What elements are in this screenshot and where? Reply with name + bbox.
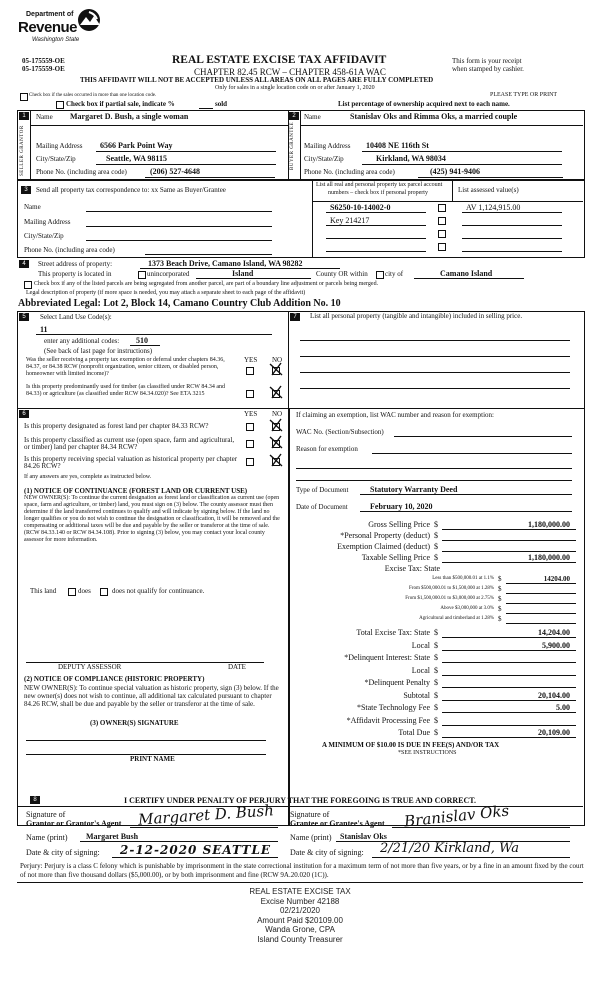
stamp-line: 02/21/2020 bbox=[279, 906, 321, 915]
seller-name-value[interactable]: Margaret D. Bush, a single woman bbox=[70, 112, 189, 121]
section-number: 2 bbox=[289, 112, 299, 120]
abbreviated-legal[interactable]: Abbreviated Legal: Lot 2, Block 14, Camano Country Club Addition No. 10 bbox=[18, 298, 341, 309]
doc-type-value[interactable]: Statutory Warranty Deed bbox=[370, 485, 458, 494]
form-chapter: CHAPTER 82.45 RCW – CHAPTER 458-61A WAC bbox=[194, 67, 386, 77]
yes-checkbox[interactable] bbox=[246, 440, 254, 448]
tax-label: Exemption Claimed (deduct) bbox=[337, 542, 430, 551]
bracket-label: Above $3,000,000 at 3.0% bbox=[440, 606, 494, 611]
buyer-phone-label: Phone No. (including area code) bbox=[304, 168, 395, 176]
question-historical: Is this property receiving special valuation as historical property per chapter 84.26 RCW? bbox=[24, 455, 238, 470]
street-label: Street address of property: bbox=[38, 260, 113, 268]
signature-label: Signature of bbox=[290, 810, 330, 819]
bracket-label: From $500,000.01 to $1,500,000 at 1.28% bbox=[409, 586, 494, 591]
unincorporated-checkbox[interactable] bbox=[138, 271, 146, 279]
total-value[interactable]: 20,104.00 bbox=[538, 690, 570, 700]
wac-label: WAC No. (Section/Subsection) bbox=[296, 428, 384, 436]
located-label: This property is located in bbox=[38, 270, 112, 278]
city-of-label: city of bbox=[385, 270, 404, 278]
check-x-icon bbox=[269, 453, 283, 467]
tax-row bbox=[296, 553, 576, 564]
additional-codes-value[interactable]: 510 bbox=[136, 336, 148, 345]
grantee-agent-label: Grantee or Grantee's Agent bbox=[290, 819, 385, 828]
total-row bbox=[296, 653, 576, 666]
yes-checkbox[interactable] bbox=[246, 367, 254, 375]
only-for-note: Only for sales in a single location code on or after January 1, 2020 bbox=[215, 85, 375, 91]
total-row bbox=[296, 678, 576, 691]
receipt-note: when stamped by cashier. bbox=[452, 65, 524, 73]
dollar-sign: $ bbox=[434, 703, 438, 712]
dollar-sign: $ bbox=[434, 728, 438, 737]
total-label: Local bbox=[411, 640, 430, 650]
doc-type-label: Type of Document bbox=[296, 486, 349, 494]
grantee-signature[interactable]: Branislav Oks bbox=[403, 801, 511, 831]
dollar-sign: $ bbox=[498, 605, 502, 613]
form-warning: THIS AFFIDAVIT WILL NOT BE ACCEPTED UNLESS ALL AREAS ON ALL PAGES ARE FULLY COMPLETED bbox=[80, 76, 434, 84]
doc-id: 05-175559-OE bbox=[22, 57, 65, 65]
tax-row bbox=[296, 542, 576, 553]
total-row bbox=[296, 666, 576, 679]
bracket-row bbox=[296, 595, 576, 605]
land-use-label: Select Land Use Code(s): bbox=[40, 313, 112, 321]
city-value[interactable]: Camano Island bbox=[440, 269, 493, 278]
dollar-sign: $ bbox=[434, 678, 438, 687]
section-number: 7 bbox=[290, 313, 300, 321]
notice2-title: (2) NOTICE OF COMPLIANCE (HISTORIC PROPERTY) bbox=[24, 675, 205, 683]
does-checkbox[interactable] bbox=[68, 588, 76, 596]
tax-label: Excise Tax: State bbox=[384, 564, 440, 573]
buyer-address-label: Mailing Address bbox=[304, 142, 351, 150]
segregate-checkbox[interactable] bbox=[24, 281, 32, 289]
total-value[interactable]: 5,900.00 bbox=[542, 640, 570, 650]
notice1-body: NEW OWNER(S): To continue the current designation as forest land or classification as current use (open space, farm and agriculture, or timber) land, you must sign on (3) below. The county assessor must then determine if the land transferred continues to qualify and will indicate by signing below. If the land no longer qualifies or you do not wish to continue the designation or classification, it will be removed and the compensating or additional taxes will be due and payable by the seller or transferor at the time of sale. (RCW 84.33.140 or RCW 84.34.108). Prior to signing (3) below, you may contact your local county assessor for more information. bbox=[24, 495, 280, 543]
additional-codes-label: enter any additional codes: bbox=[44, 337, 120, 345]
signature-label: Signature of bbox=[26, 810, 66, 819]
deputy-assessor-label: DEPUTY ASSESSOR bbox=[58, 663, 122, 671]
yes-head: YES bbox=[244, 356, 258, 364]
does-not-checkbox[interactable] bbox=[100, 588, 108, 596]
personal-property-checkbox[interactable] bbox=[438, 217, 446, 225]
bracket-label: Agricultural and timberland at 1.28% bbox=[419, 616, 494, 621]
question-exemption: Was the seller receiving a property tax exemption or deferral under chapters 84.36, 84.37, or 84.38 RCW (nonprofit organization, senior citizen, or disabled person, homeowner with limited income)? bbox=[26, 357, 225, 377]
total-value[interactable]: 14,204.00 bbox=[538, 628, 570, 637]
total-label: *Delinquent Interest: State bbox=[344, 653, 430, 662]
tax-totals bbox=[296, 628, 576, 741]
stamp-line: Wanda Grone, CPA bbox=[265, 925, 335, 934]
bracket-label: Less than $500,000.01 at 1.1% bbox=[432, 576, 494, 581]
dollar-sign: $ bbox=[434, 531, 438, 540]
seller-address-value[interactable]: 6566 Park Point Way bbox=[100, 141, 173, 150]
see-back-note: (See back of last page for instructions) bbox=[44, 347, 153, 355]
parcel-head: List all real and personal property tax parcel account bbox=[316, 182, 443, 188]
tax-label: Gross Selling Price bbox=[368, 520, 430, 529]
yes-head: YES bbox=[244, 410, 258, 418]
multi-location-label: Check box if the sales occurred in more than one location code. bbox=[29, 93, 157, 98]
unincorporated-label: unincorporated bbox=[147, 270, 190, 278]
seller-city-value[interactable]: Seattle, WA 98115 bbox=[106, 154, 167, 163]
logo-state: Washington State bbox=[32, 37, 80, 43]
section-number: 6 bbox=[19, 410, 29, 418]
buyer-city-value[interactable]: Kirkland, WA 98034 bbox=[376, 154, 446, 163]
parcel-number[interactable]: S6250-10-14002-0 bbox=[330, 203, 391, 212]
corr-name-label: Name bbox=[24, 203, 41, 211]
total-label: Total Due bbox=[398, 728, 430, 737]
print-name-label: PRINT NAME bbox=[130, 755, 175, 763]
bracket-row bbox=[296, 585, 576, 595]
assessed-value[interactable]: AV 1,124,915.00 bbox=[466, 203, 521, 212]
ownership-note: List percentage of ownership acquired next to each name. bbox=[338, 100, 510, 108]
question-timber: Is this property predominantly used for timber (as classified under RCW 84.34 and 84.33) or agriculture (as classified under RCW 84.34.020)? See ETA 3215 bbox=[26, 384, 226, 397]
tax-row bbox=[296, 531, 576, 542]
check-x-icon bbox=[269, 418, 283, 432]
name-print-label: Name (print) bbox=[26, 833, 68, 842]
partial-sale-label: Check box if partial sale, indicate % bbox=[66, 100, 175, 108]
mountain-logo-icon bbox=[76, 7, 102, 33]
treasurer-stamp bbox=[200, 887, 400, 944]
partial-sale-checkbox[interactable] bbox=[56, 101, 64, 109]
city-of-checkbox[interactable] bbox=[376, 271, 384, 279]
tax-value[interactable]: 1,180,000.00 bbox=[528, 520, 570, 529]
yes-checkbox[interactable] bbox=[246, 423, 254, 431]
dollar-sign: $ bbox=[434, 653, 438, 662]
dollar-sign: $ bbox=[434, 665, 438, 675]
total-label: Local bbox=[411, 665, 430, 675]
tax-brackets bbox=[296, 575, 576, 625]
seller-city-label: City/State/Zip bbox=[36, 155, 76, 163]
county-label: County OR within bbox=[316, 270, 368, 278]
dollar-sign: $ bbox=[434, 520, 438, 529]
total-value[interactable]: 5.00 bbox=[556, 703, 570, 712]
segregate-label: Check box if any of the listed parcels are being segregated from another parcel, are part of a boundary line adjustment or parcels being merged. bbox=[34, 281, 379, 287]
total-row bbox=[296, 641, 576, 654]
question-forest: Is this property designated as forest land per chapter 84.33 RCW? bbox=[24, 422, 209, 430]
bracket-value[interactable]: 14204.00 bbox=[543, 575, 570, 583]
tax-label: Taxable Selling Price bbox=[361, 553, 430, 562]
doc-date-label: Date of Document bbox=[296, 503, 348, 511]
seller-name-label: Name bbox=[36, 113, 53, 121]
section6-box bbox=[17, 408, 290, 829]
section-number: 5 bbox=[19, 313, 29, 321]
personal-property-text: List all personal property (tangible and intangible) included in selling price. bbox=[310, 312, 523, 320]
certify-text: I CERTIFY UNDER PENALTY OF PERJURY THAT THE FOREGOING IS TRUE AND CORRECT. bbox=[124, 796, 477, 805]
tax-value[interactable]: 1,180,000.00 bbox=[528, 553, 570, 562]
grantor-signature[interactable]: Margaret D. Bush bbox=[137, 801, 275, 829]
dollar-sign: $ bbox=[434, 690, 438, 700]
buyer-side-label: BUYER GRANTEE bbox=[290, 121, 295, 170]
multi-location-checkbox[interactable] bbox=[20, 93, 28, 101]
perjury-notice: Perjury: Perjury is a class C felony which is punishable by imprisonment in the state correctional institution for a maximum term of not more than five years, or by a fine in an amount fixed by the court of not more than five thousand dollars ($5,000.00), or by both imprisonment and fine (RCW 9A.20.020 (1C)). bbox=[20, 862, 584, 879]
stamp-line: Excise Number 42188 bbox=[260, 896, 340, 906]
dollar-sign: $ bbox=[434, 640, 438, 650]
total-value[interactable]: 20,109.00 bbox=[538, 728, 570, 737]
total-label: Total Excise Tax: State bbox=[356, 628, 430, 637]
bracket-label: From $1,500,000.01 to $3,000,000 at 2.75% bbox=[405, 596, 494, 601]
dollar-sign: $ bbox=[434, 628, 438, 637]
dollar-sign: $ bbox=[498, 615, 502, 623]
section-number: 4 bbox=[19, 260, 29, 268]
notice2-body: NEW OWNER(S): To continue special valuation as historic property, sign (3) below. If the new owner(s) does not wish to continue, all additional tax calculated pursuant to chapter 84.26 RCW, shall be due and payable by the seller or transferor at the time of sale. bbox=[24, 684, 279, 708]
receipt-note: This form is your receipt bbox=[452, 57, 522, 65]
total-row bbox=[296, 728, 576, 741]
stamp-line: Island County Treasurer bbox=[257, 934, 343, 944]
bracket-row bbox=[296, 605, 576, 615]
county-value[interactable]: Island bbox=[232, 269, 254, 278]
total-label: *Affidavit Processing Fee bbox=[346, 715, 430, 725]
form-title: REAL ESTATE EXCISE TAX AFFIDAVIT bbox=[172, 54, 387, 66]
buyer-city-label: City/State/Zip bbox=[304, 155, 344, 163]
correspondence-label: Send all property tax correspondence to: xx Same as Buyer/Grantee bbox=[36, 186, 226, 194]
sold-label: sold bbox=[215, 100, 228, 108]
this-land-label: This land bbox=[30, 587, 57, 595]
total-row bbox=[296, 703, 576, 716]
no-head: NO bbox=[272, 356, 283, 364]
yes-checkbox[interactable] bbox=[246, 458, 254, 466]
total-row bbox=[296, 628, 576, 641]
corr-address-label: Mailing Address bbox=[24, 218, 71, 226]
section-number: 3 bbox=[21, 186, 31, 194]
check-x-icon bbox=[269, 435, 283, 449]
no-head: NO bbox=[272, 410, 283, 418]
total-row bbox=[296, 691, 576, 704]
notice1-title: (1) NOTICE OF CONTINUANCE (FOREST LAND OR CURRENT USE) bbox=[24, 487, 248, 495]
dollar-sign: $ bbox=[434, 715, 438, 725]
question-current-use: Is this property classified as current use (open space, farm and agricultural, or timber) land per chapter 84.34 RCW? bbox=[24, 436, 235, 451]
grantee-print-name[interactable]: Stanislav Oks bbox=[340, 832, 387, 841]
parcel-head: numbers – check box if personal property bbox=[328, 190, 428, 196]
does-not-label: does not qualify for continuance. bbox=[112, 587, 205, 595]
grantor-date-city[interactable]: 2-12-2020 SEATTLE bbox=[120, 843, 272, 857]
tax-row bbox=[296, 564, 576, 575]
dollar-sign: $ bbox=[498, 575, 502, 583]
bracket-row bbox=[296, 615, 576, 625]
tax-main-rows bbox=[296, 520, 576, 575]
total-label: Subtotal bbox=[403, 690, 430, 700]
date-city-label: Date & city of signing: bbox=[290, 848, 364, 857]
bracket-row bbox=[296, 575, 576, 585]
corr-city-label: City/State/Zip bbox=[24, 232, 64, 240]
buyer-name-value[interactable]: Stanislav Oks and Rimma Oks, a married couple bbox=[350, 112, 518, 121]
grantor-print-name[interactable]: Margaret Bush bbox=[86, 832, 139, 841]
seller-side-label: SELLER GRANTOR bbox=[20, 125, 25, 176]
minimum-fee-note: A MINIMUM OF $10.00 IS DUE IN FEE(S) AND/OR TAX bbox=[322, 741, 500, 749]
personal-property-checkbox[interactable] bbox=[438, 230, 446, 238]
check-x-icon bbox=[269, 385, 283, 399]
dollar-sign: $ bbox=[498, 585, 502, 593]
grantee-date-city[interactable]: 2/21/20 Kirkland, Wa bbox=[380, 841, 520, 856]
corr-phone-label: Phone No. (including area code) bbox=[24, 246, 115, 254]
revenue-logo bbox=[18, 6, 108, 50]
assessed-value-head: List assessed value(s) bbox=[458, 186, 519, 194]
doc-id: 05-175559-OE bbox=[22, 65, 65, 73]
seller-phone-value[interactable]: (206) 527-4648 bbox=[150, 167, 200, 176]
street-value[interactable]: 1373 Beach Drive, Camano Island, WA 98282 bbox=[148, 259, 303, 268]
see-instructions-note: *SEE INSTRUCTIONS bbox=[398, 750, 457, 756]
buyer-address-value[interactable]: 10408 NE 116th St bbox=[366, 141, 429, 150]
exemption-head: If claiming an exemption, list WAC number and reason for exemption: bbox=[296, 411, 494, 419]
land-use-value[interactable]: 11 bbox=[40, 325, 48, 334]
personal-property-checkbox[interactable] bbox=[438, 243, 446, 251]
doc-date-value[interactable]: February 10, 2020 bbox=[370, 502, 433, 511]
buyer-name-label: Name bbox=[304, 113, 321, 121]
parcel-number[interactable]: Key 214217 bbox=[330, 216, 370, 225]
date-city-label: Date & city of signing: bbox=[26, 848, 100, 857]
tax-label: *Personal Property (deduct) bbox=[340, 531, 430, 540]
buyer-phone-value[interactable]: (425) 941-9406 bbox=[430, 167, 480, 176]
owner-signature-label: (3) OWNER(S) SIGNATURE bbox=[90, 719, 179, 727]
personal-property-checkbox[interactable] bbox=[438, 204, 446, 212]
yes-checkbox[interactable] bbox=[246, 390, 254, 398]
name-print-label: Name (print) bbox=[290, 833, 332, 842]
legal-description-label: Legal description of property (if more space is needed, you may attach a separate sheet to each page of the affidavit) bbox=[26, 290, 306, 296]
type-print-note: PLEASE TYPE OR PRINT bbox=[490, 92, 558, 98]
total-row bbox=[296, 716, 576, 729]
date-label: DATE bbox=[228, 663, 246, 671]
dollar-sign: $ bbox=[434, 542, 438, 551]
any-yes-note: If any answers are yes, complete as instructed below. bbox=[24, 474, 152, 480]
reason-label: Reason for exemption bbox=[296, 445, 358, 453]
grantor-agent-label: Grantor or Grantor's Agent bbox=[26, 819, 122, 828]
seller-address-label: Mailing Address bbox=[36, 142, 83, 150]
stamp-line: Amount Paid $20109.00 bbox=[257, 915, 343, 925]
stamp-line: REAL ESTATE EXCISE TAX bbox=[249, 887, 351, 896]
tax-row bbox=[296, 520, 576, 531]
dollar-sign: $ bbox=[434, 553, 438, 562]
total-label: *State Technology Fee bbox=[356, 703, 430, 712]
check-x-icon bbox=[269, 362, 283, 376]
logo-dept: Department of bbox=[26, 11, 74, 18]
dollar-sign: $ bbox=[498, 595, 502, 603]
total-label: *Delinquent Penalty bbox=[364, 678, 430, 687]
seller-phone-label: Phone No. (including area code) bbox=[36, 168, 127, 176]
does-label: does bbox=[78, 587, 91, 595]
section-number: 8 bbox=[30, 796, 40, 804]
logo-name: Revenue bbox=[18, 19, 78, 36]
section-number: 1 bbox=[19, 112, 29, 120]
